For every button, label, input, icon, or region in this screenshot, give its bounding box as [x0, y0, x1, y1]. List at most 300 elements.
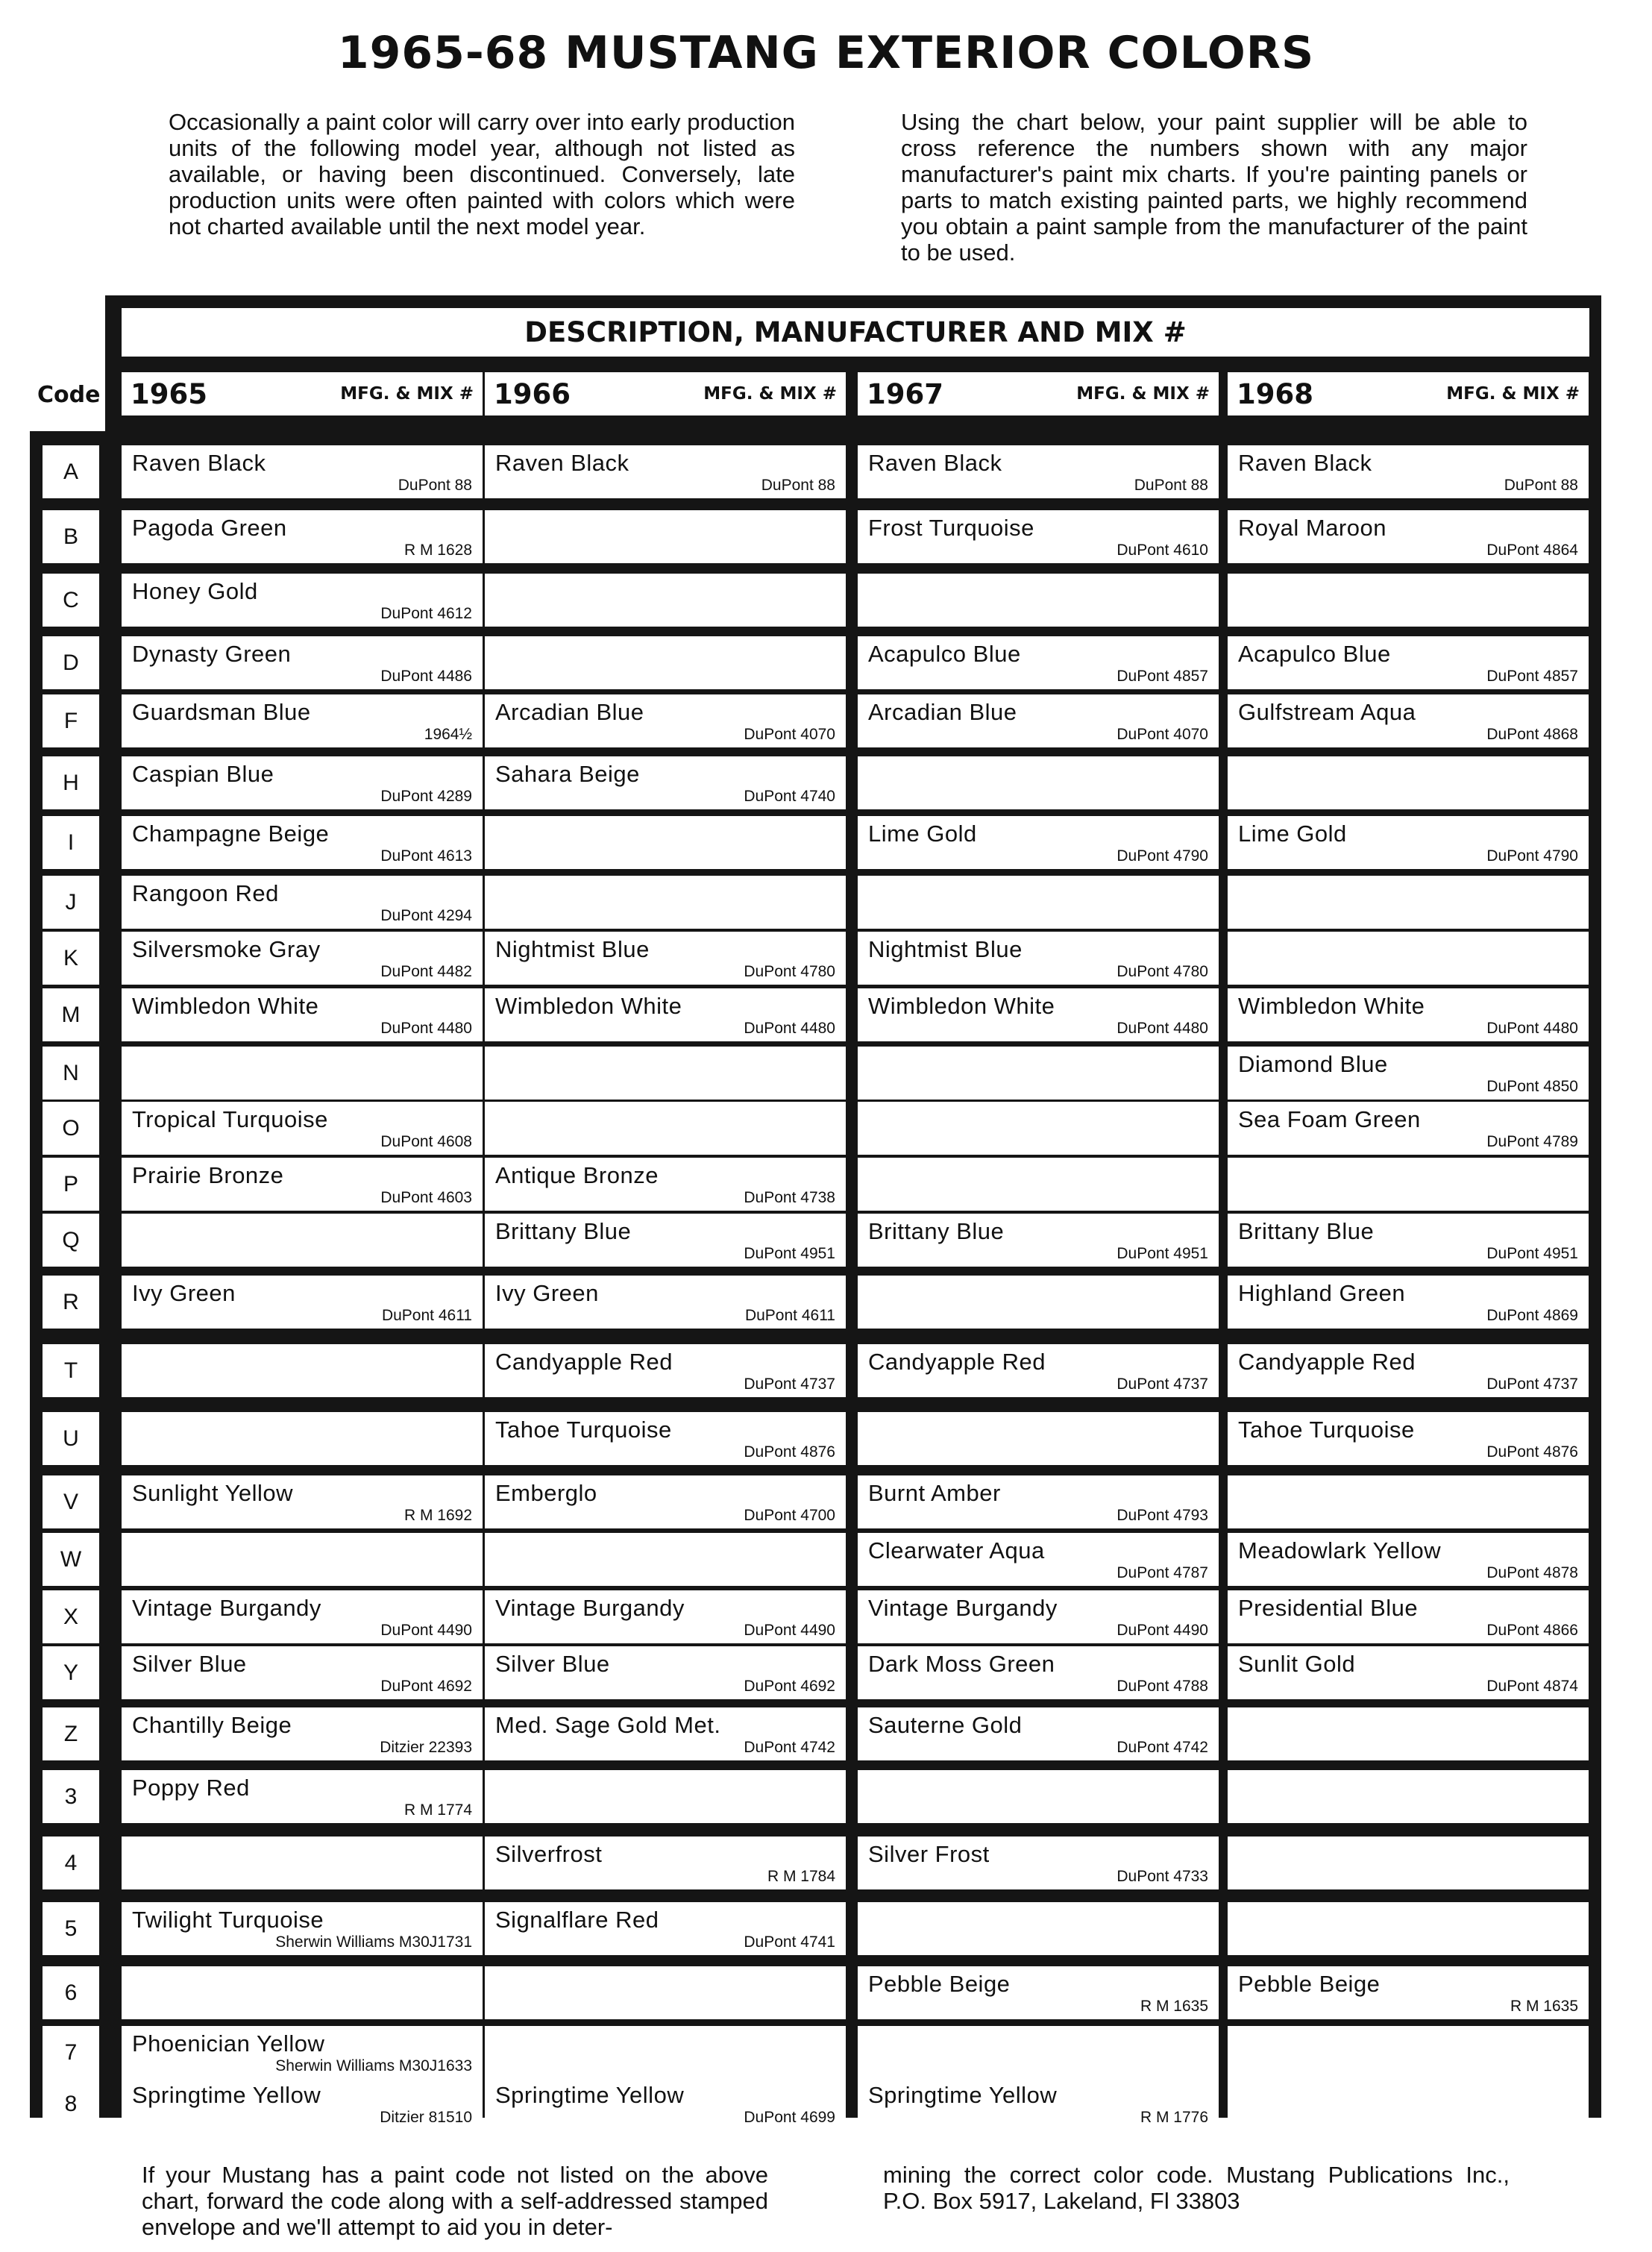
year-label: 1967	[867, 377, 943, 410]
paint-code: I	[43, 816, 99, 869]
code-column-header: Code	[37, 382, 101, 408]
year-label: 1968	[1237, 377, 1313, 410]
mix-number: DuPont 4608	[380, 1133, 472, 1150]
color-cell	[122, 1344, 483, 1397]
color-name: Emberglo	[495, 1480, 597, 1506]
color-name: Clearwater Aqua	[868, 1537, 1045, 1563]
color-cell	[485, 1770, 846, 1823]
color-cell	[858, 1770, 1219, 1823]
color-cell	[1228, 1158, 1589, 1211]
color-name: Pebble Beige	[1238, 1971, 1381, 1997]
mix-number: DuPont 4951	[744, 1245, 835, 1262]
color-cell	[485, 2077, 846, 2130]
color-name: Sauterne Gold	[868, 1712, 1023, 1738]
color-cell	[858, 816, 1219, 869]
color-cell	[122, 694, 483, 747]
color-name: Guardsman Blue	[132, 699, 311, 725]
color-name: Sunlight Yellow	[132, 1480, 294, 1506]
color-name: Springtime Yellow	[868, 2082, 1058, 2108]
color-name: Honey Gold	[132, 578, 258, 604]
mix-number: Ditzier 22393	[380, 1739, 472, 1756]
mix-number: R M 1776	[1140, 2109, 1208, 2126]
mix-number: DuPont 4737	[1116, 1376, 1208, 1393]
mix-number: DuPont 4780	[1116, 963, 1208, 980]
color-cell	[122, 876, 483, 929]
mix-number: DuPont 4789	[1486, 1133, 1578, 1150]
color-cell	[485, 988, 846, 1041]
mix-number: DuPont 4699	[744, 2109, 835, 2126]
paint-code: Q	[43, 1214, 99, 1267]
color-cell	[1228, 510, 1589, 563]
color-cell	[485, 1047, 846, 1100]
color-cell	[122, 1590, 483, 1643]
color-cell	[485, 1158, 846, 1211]
color-name: Wimbledon White	[1238, 993, 1425, 1019]
paint-code: H	[43, 756, 99, 809]
color-cell	[858, 1344, 1219, 1397]
color-name: Lime Gold	[868, 821, 977, 847]
paint-code: Y	[43, 1646, 99, 1699]
color-cell	[122, 1276, 483, 1329]
color-cell	[1228, 1475, 1589, 1528]
color-cell	[1228, 2077, 1589, 2130]
intro-paragraph-left: Occasionally a paint color will carry over into early production units of the following model year, although not listed as available, or having been discontinued. Conversely, late production units were often painted with colors which were not charted available until the next model year.	[169, 109, 795, 239]
color-name: Antique Bronze	[495, 1162, 659, 1188]
color-name: Wimbledon White	[868, 993, 1055, 1019]
color-cell	[122, 816, 483, 869]
color-cell	[122, 574, 483, 627]
mfg-mix-label: MFG. & MIX #	[340, 384, 474, 404]
paint-code: A	[43, 445, 99, 498]
color-name: Nightmist Blue	[495, 936, 650, 962]
color-cell	[1228, 694, 1589, 747]
mix-number: DuPont 4692	[380, 1678, 472, 1695]
paint-code: Z	[43, 1707, 99, 1760]
color-cell	[1228, 988, 1589, 1041]
mix-number: Sherwin Williams M30J1633	[275, 2057, 472, 2074]
color-cell	[485, 1276, 846, 1329]
mix-number: DuPont 4294	[380, 907, 472, 924]
mix-number: DuPont 4742	[744, 1739, 835, 1756]
color-name: Poppy Red	[132, 1775, 250, 1801]
color-cell	[858, 932, 1219, 985]
paint-code: C	[43, 574, 99, 627]
color-name: Dark Moss Green	[868, 1651, 1055, 1677]
mix-number: DuPont 4741	[744, 1933, 835, 1951]
color-cell	[858, 510, 1219, 563]
color-name: Ivy Green	[132, 1280, 236, 1306]
color-cell	[122, 1412, 483, 1465]
color-cell	[858, 1533, 1219, 1586]
color-cell	[1228, 1707, 1589, 1760]
color-name: Vintage Burgandy	[495, 1595, 685, 1621]
paint-code: K	[43, 932, 99, 985]
color-cell	[858, 1707, 1219, 1760]
mix-number: DuPont 4737	[1486, 1376, 1578, 1393]
mix-number: DuPont 4612	[380, 605, 472, 622]
color-cell	[1228, 1102, 1589, 1155]
mix-number: DuPont 4611	[744, 1307, 835, 1324]
paint-code: O	[43, 1102, 99, 1155]
color-cell	[858, 2026, 1219, 2079]
mix-number: DuPont 4490	[1116, 1622, 1208, 1639]
page-title: 1965-68 MUSTANG EXTERIOR COLORS	[337, 27, 1315, 79]
color-name: Wimbledon White	[495, 993, 682, 1019]
color-name: Meadowlark Yellow	[1238, 1537, 1442, 1563]
mix-number: DuPont 88	[761, 477, 835, 494]
color-cell	[122, 1047, 483, 1100]
color-cell	[122, 1770, 483, 1823]
color-cell	[485, 876, 846, 929]
mix-number: 1964½	[424, 726, 472, 743]
mix-number: DuPont 4482	[380, 963, 472, 980]
color-cell	[122, 2026, 483, 2079]
mix-number: DuPont 4787	[1116, 1564, 1208, 1581]
color-name: Dynasty Green	[132, 641, 292, 667]
color-cell	[485, 756, 846, 809]
color-cell	[122, 445, 483, 498]
color-name: Sea Foam Green	[1238, 1106, 1421, 1132]
mix-number: DuPont 4611	[381, 1307, 472, 1324]
mix-number: DuPont 4738	[744, 1189, 835, 1206]
color-cell	[858, 1412, 1219, 1465]
color-cell	[485, 1837, 846, 1889]
year-label: 1966	[494, 377, 571, 410]
color-name: Presidential Blue	[1238, 1595, 1419, 1621]
color-cell	[1228, 756, 1589, 809]
intro-paragraph-right: Using the chart below, your paint supplier will be able to cross reference the numbers shown with any major manufacturer's paint mix charts. If you're painting panels or parts to match existing painted parts, we highly recommend you obtain a paint sample from the manufacturer of the paint to be used.	[901, 109, 1527, 266]
color-name: Champagne Beige	[132, 821, 330, 847]
mix-number: R M 1635	[1510, 1998, 1578, 2015]
color-name: Pebble Beige	[868, 1971, 1011, 1997]
mix-number: R M 1784	[767, 1868, 835, 1885]
color-cell	[122, 510, 483, 563]
mix-number: DuPont 4480	[1486, 1020, 1578, 1037]
color-cell	[485, 694, 846, 747]
color-cell	[122, 1158, 483, 1211]
color-name: Rangoon Red	[132, 880, 279, 906]
color-cell	[1228, 1412, 1589, 1465]
mix-number: DuPont 4742	[1116, 1739, 1208, 1756]
mix-number: Sherwin Williams M30J1731	[275, 1933, 472, 1951]
color-cell	[858, 1646, 1219, 1699]
color-cell	[122, 988, 483, 1041]
paint-code: 6	[43, 1966, 99, 2019]
color-cell	[858, 445, 1219, 498]
paint-code: J	[43, 876, 99, 929]
color-name: Vintage Burgandy	[868, 1595, 1058, 1621]
mix-number: R M 1635	[1140, 1998, 1208, 2015]
color-cell	[122, 2077, 483, 2130]
mix-number: DuPont 4868	[1486, 726, 1578, 743]
paint-code: P	[43, 1158, 99, 1211]
color-cell	[1228, 1214, 1589, 1267]
color-cell	[1228, 1047, 1589, 1100]
color-cell	[858, 1276, 1219, 1329]
color-name: Chantilly Beige	[132, 1712, 292, 1738]
mix-number: DuPont 4613	[380, 847, 472, 865]
mix-number: DuPont 88	[1134, 477, 1208, 494]
color-cell	[1228, 636, 1589, 689]
year-header-1	[485, 372, 846, 415]
color-name: Candyapple Red	[868, 1349, 1046, 1375]
color-cell	[858, 1102, 1219, 1155]
color-cell	[485, 1646, 846, 1699]
color-cell	[858, 1047, 1219, 1100]
paint-code: X	[43, 1590, 99, 1643]
paint-code: V	[43, 1475, 99, 1528]
year-header-2	[858, 372, 1219, 415]
mix-number: DuPont 4951	[1116, 1245, 1208, 1262]
color-cell	[858, 636, 1219, 689]
color-name: Springtime Yellow	[132, 2082, 321, 2108]
color-name: Caspian Blue	[132, 761, 274, 787]
mix-number: DuPont 4733	[1116, 1868, 1208, 1885]
color-cell	[858, 1590, 1219, 1643]
color-name: Signalflare Red	[495, 1907, 659, 1933]
paint-code: B	[43, 510, 99, 563]
color-cell	[1228, 1837, 1589, 1889]
color-name: Wimbledon White	[132, 993, 319, 1019]
color-name: Silver Blue	[495, 1651, 610, 1677]
mfg-mix-label: MFG. & MIX #	[1076, 384, 1210, 404]
color-name: Acapulco Blue	[1238, 641, 1391, 667]
color-cell	[858, 1902, 1219, 1955]
color-name: Springtime Yellow	[495, 2082, 685, 2108]
paint-code: F	[43, 694, 99, 747]
color-name: Silverfrost	[495, 1841, 603, 1867]
color-cell	[1228, 932, 1589, 985]
color-cell	[122, 932, 483, 985]
color-cell	[858, 1837, 1219, 1889]
color-name: Silver Blue	[132, 1651, 247, 1677]
color-name: Phoenician Yellow	[132, 2030, 325, 2057]
color-name: Prairie Bronze	[132, 1162, 284, 1188]
color-name: Highland Green	[1238, 1280, 1406, 1306]
color-name: Tahoe Turquoise	[495, 1417, 672, 1443]
mfg-mix-label: MFG. & MIX #	[1446, 384, 1580, 404]
color-cell	[485, 1966, 846, 2019]
paint-code: 3	[43, 1770, 99, 1823]
mix-number: DuPont 4951	[1486, 1245, 1578, 1262]
mix-number: DuPont 4480	[1116, 1020, 1208, 1037]
mix-number: DuPont 4857	[1486, 668, 1578, 685]
color-cell	[1228, 1344, 1589, 1397]
year-header-3	[1228, 372, 1589, 415]
color-name: Brittany Blue	[868, 1218, 1005, 1244]
color-name: Med. Sage Gold Met.	[495, 1712, 721, 1738]
color-name: Vintage Burgandy	[132, 1595, 321, 1621]
paint-code: N	[43, 1047, 99, 1100]
color-cell	[485, 2026, 846, 2079]
color-cell	[485, 1475, 846, 1528]
mix-number: DuPont 4876	[1486, 1443, 1578, 1461]
color-name: Raven Black	[495, 450, 629, 476]
color-name: Diamond Blue	[1238, 1051, 1388, 1077]
mix-number: DuPont 4070	[1116, 726, 1208, 743]
color-name: Gulfstream Aqua	[1238, 699, 1416, 725]
color-cell	[485, 1902, 846, 1955]
paint-code: 8	[43, 2077, 99, 2130]
mix-number: DuPont 4603	[380, 1189, 472, 1206]
mix-number: DuPont 4864	[1486, 542, 1578, 559]
color-cell	[858, 574, 1219, 627]
mix-number: DuPont 4876	[744, 1443, 835, 1461]
color-cell	[1228, 1966, 1589, 2019]
mix-number: DuPont 4788	[1116, 1678, 1208, 1695]
color-name: Acapulco Blue	[868, 641, 1021, 667]
color-name: Silversmoke Gray	[132, 936, 321, 962]
color-cell	[1228, 1902, 1589, 1955]
color-cell	[122, 1214, 483, 1267]
color-cell	[1228, 1533, 1589, 1586]
mix-number: R M 1628	[403, 542, 472, 559]
color-cell	[485, 574, 846, 627]
color-cell	[1228, 574, 1589, 627]
mix-number: DuPont 4490	[380, 1622, 472, 1639]
paint-code: 7	[43, 2026, 99, 2079]
mix-number: DuPont 4480	[380, 1020, 472, 1037]
color-cell	[1228, 1276, 1589, 1329]
paint-code: R	[43, 1276, 99, 1329]
color-cell	[1228, 2026, 1589, 2079]
color-name: Burnt Amber	[868, 1480, 1001, 1506]
color-cell	[122, 1475, 483, 1528]
color-cell	[122, 1102, 483, 1155]
color-cell	[1228, 816, 1589, 869]
color-cell	[485, 1344, 846, 1397]
paint-code: 4	[43, 1837, 99, 1889]
mix-number: DuPont 4737	[744, 1376, 835, 1393]
mfg-mix-label: MFG. & MIX #	[703, 384, 837, 404]
color-name: Raven Black	[132, 450, 266, 476]
mix-number: DuPont 4790	[1486, 847, 1578, 865]
mix-number: DuPont 4850	[1486, 1078, 1578, 1095]
color-name: Silver Frost	[868, 1841, 990, 1867]
color-cell	[122, 1707, 483, 1760]
paint-code: 5	[43, 1902, 99, 1955]
color-name: Candyapple Red	[495, 1349, 673, 1375]
color-cell	[858, 756, 1219, 809]
color-cell	[122, 1533, 483, 1586]
table-heading: DESCRIPTION, MANUFACTURER AND MIX #	[122, 308, 1589, 357]
mix-number: DuPont 4878	[1486, 1564, 1578, 1581]
color-cell	[122, 636, 483, 689]
color-name: Lime Gold	[1238, 821, 1347, 847]
color-cell	[485, 1590, 846, 1643]
color-cell	[485, 932, 846, 985]
color-cell	[485, 1102, 846, 1155]
mix-number: DuPont 4793	[1116, 1507, 1208, 1524]
mix-number: DuPont 4740	[744, 788, 835, 805]
mix-number: Ditzier 81510	[380, 2109, 472, 2126]
year-header-0	[122, 372, 483, 415]
color-cell	[858, 1158, 1219, 1211]
color-cell	[485, 636, 846, 689]
color-cell	[485, 1412, 846, 1465]
mix-number: R M 1692	[403, 1507, 472, 1524]
color-cell	[858, 694, 1219, 747]
color-name: Sunlit Gold	[1238, 1651, 1356, 1677]
footer-paragraph-right: mining the correct color code. Mustang Publications Inc., P.O. Box 5917, Lakeland, Fl 33803	[883, 2162, 1510, 2214]
color-cell	[122, 1646, 483, 1699]
paint-code: W	[43, 1533, 99, 1586]
color-name: Ivy Green	[495, 1280, 599, 1306]
mix-number: DuPont 4692	[744, 1678, 835, 1695]
color-cell	[858, 876, 1219, 929]
color-cell	[122, 1837, 483, 1889]
color-name: Raven Black	[1238, 450, 1372, 476]
color-name: Pagoda Green	[132, 515, 287, 541]
color-cell	[485, 816, 846, 869]
color-cell	[858, 988, 1219, 1041]
color-name: Arcadian Blue	[868, 699, 1017, 725]
color-cell	[485, 1533, 846, 1586]
color-cell	[858, 1214, 1219, 1267]
color-cell	[858, 1475, 1219, 1528]
mix-number: DuPont 4790	[1116, 847, 1208, 865]
year-label: 1965	[131, 377, 207, 410]
color-cell	[122, 1902, 483, 1955]
color-cell	[1228, 1590, 1589, 1643]
paint-code: M	[43, 988, 99, 1041]
footer-paragraph-left: If your Mustang has a paint code not listed on the above chart, forward the code along with a self-addressed stamped envelope and we'll attempt to aid you in deter-	[142, 2162, 768, 2240]
mix-number: DuPont 4700	[744, 1507, 835, 1524]
mix-number: R M 1774	[403, 1801, 472, 1819]
mix-number: DuPont 4480	[744, 1020, 835, 1037]
color-name: Tropical Turquoise	[132, 1106, 328, 1132]
color-cell	[858, 1966, 1219, 2019]
color-cell	[1228, 445, 1589, 498]
color-cell	[485, 1214, 846, 1267]
color-cell	[485, 510, 846, 563]
color-name: Raven Black	[868, 450, 1002, 476]
mix-number: DuPont 4866	[1486, 1622, 1578, 1639]
color-name: Brittany Blue	[1238, 1218, 1375, 1244]
color-cell	[858, 2077, 1219, 2130]
mix-number: DuPont 4070	[744, 726, 835, 743]
color-cell	[1228, 1646, 1589, 1699]
color-name: Twilight Turquoise	[132, 1907, 324, 1933]
mix-number: DuPont 4780	[744, 963, 835, 980]
color-cell	[1228, 1770, 1589, 1823]
mix-number: DuPont 4869	[1486, 1307, 1578, 1324]
color-cell	[122, 1966, 483, 2019]
color-cell	[122, 756, 483, 809]
mix-number: DuPont 4289	[380, 788, 472, 805]
mix-number: DuPont 4857	[1116, 668, 1208, 685]
paint-code: D	[43, 636, 99, 689]
color-name: Nightmist Blue	[868, 936, 1023, 962]
color-name: Sahara Beige	[495, 761, 640, 787]
paint-code: T	[43, 1344, 99, 1397]
mix-number: DuPont 88	[398, 477, 472, 494]
mix-number: DuPont 4490	[744, 1622, 835, 1639]
mix-number: DuPont 4610	[1116, 542, 1208, 559]
color-name: Arcadian Blue	[495, 699, 644, 725]
color-name: Brittany Blue	[495, 1218, 632, 1244]
color-name: Frost Turquoise	[868, 515, 1034, 541]
color-cell	[485, 445, 846, 498]
mix-number: DuPont 4874	[1486, 1678, 1578, 1695]
color-cell	[1228, 876, 1589, 929]
color-name: Royal Maroon	[1238, 515, 1386, 541]
color-cell	[485, 1707, 846, 1760]
color-name: Candyapple Red	[1238, 1349, 1416, 1375]
mix-number: DuPont 4486	[380, 668, 472, 685]
paint-code: U	[43, 1412, 99, 1465]
mix-number: DuPont 88	[1504, 477, 1578, 494]
